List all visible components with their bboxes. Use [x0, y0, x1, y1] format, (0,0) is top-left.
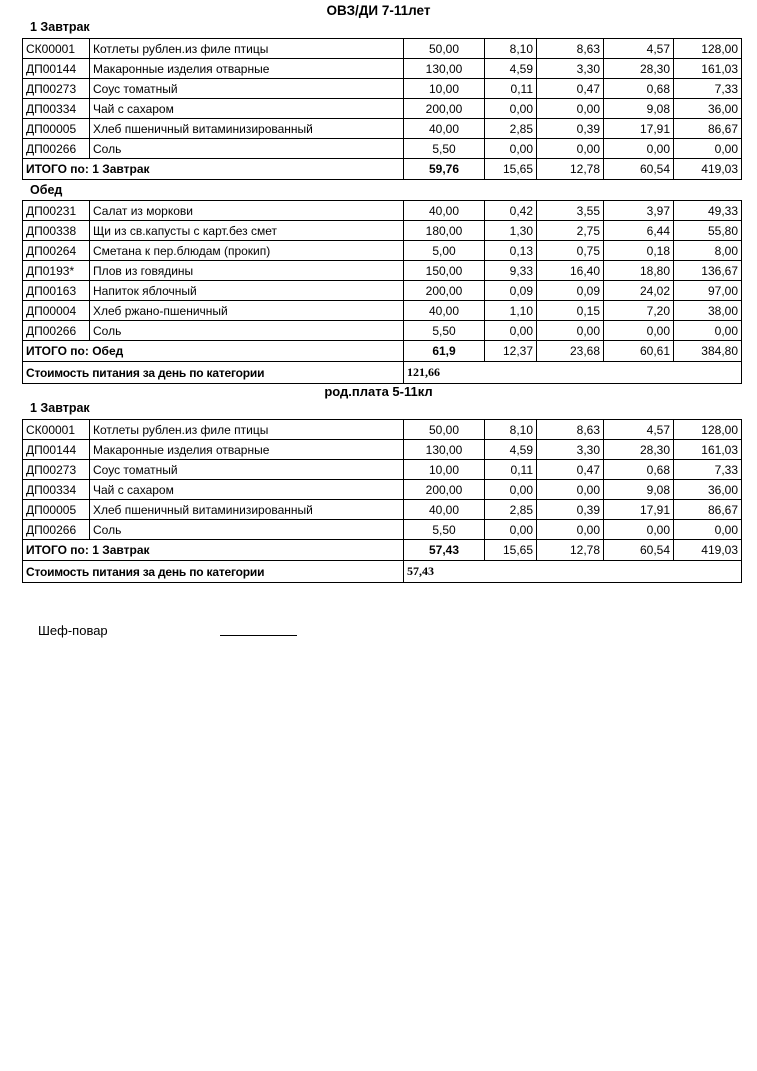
dish-code: ДП00334 — [23, 99, 90, 119]
dish-output: 130,00 — [404, 59, 485, 79]
day-total-row-category-2 — [23, 561, 742, 583]
dish-value-2: 0,00 — [537, 99, 604, 119]
dish-code: ДП00005 — [23, 119, 90, 139]
dish-name: Щи из св.капусты с карт.без смет — [90, 221, 404, 241]
signature-line — [220, 622, 297, 636]
dish-value-1: 4,59 — [485, 440, 537, 460]
dish-value-1: 0,00 — [485, 321, 537, 341]
total-row-lunch — [23, 341, 742, 362]
dish-output: 5,50 — [404, 321, 485, 341]
dish-value-3: 0,68 — [604, 79, 674, 99]
dish-name: Чай с сахаром — [90, 99, 404, 119]
dish-value-3: 24,02 — [604, 281, 674, 301]
dish-value-4: 97,00 — [674, 281, 742, 301]
total-value-1: 12,37 — [485, 341, 537, 362]
dish-value-2: 0,15 — [537, 301, 604, 321]
dish-value-2: 3,30 — [537, 59, 604, 79]
dish-output: 130,00 — [404, 440, 485, 460]
dish-value-2: 0,00 — [537, 520, 604, 540]
dish-value-1: 2,85 — [485, 500, 537, 520]
day-total-label: Стоимость питания за день по категории — [23, 561, 404, 583]
total-output: 59,76 — [404, 159, 485, 180]
dish-output: 50,00 — [404, 420, 485, 440]
dish-value-2: 0,47 — [537, 79, 604, 99]
dish-value-4: 49,33 — [674, 201, 742, 221]
dish-code: СК00001 — [23, 39, 90, 59]
dish-value-1: 1,30 — [485, 221, 537, 241]
dish-code: ДП00273 — [23, 460, 90, 480]
dish-code: ДП00338 — [23, 221, 90, 241]
menu-row — [23, 440, 742, 460]
day-total-value: 121,66 — [404, 362, 742, 384]
dish-value-4: 55,80 — [674, 221, 742, 241]
dish-output: 200,00 — [404, 281, 485, 301]
dish-value-3: 18,80 — [604, 261, 674, 281]
dish-value-4: 0,00 — [674, 520, 742, 540]
dish-name: Плов из говядины — [90, 261, 404, 281]
dish-value-3: 6,44 — [604, 221, 674, 241]
total-value-2: 12,78 — [537, 540, 604, 561]
dish-value-3: 0,00 — [604, 520, 674, 540]
dish-value-1: 0,11 — [485, 79, 537, 99]
dish-value-3: 28,30 — [604, 440, 674, 460]
dish-value-4: 36,00 — [674, 480, 742, 500]
dish-value-2: 3,55 — [537, 201, 604, 221]
dish-value-4: 161,03 — [674, 440, 742, 460]
dish-output: 10,00 — [404, 460, 485, 480]
dish-value-3: 7,20 — [604, 301, 674, 321]
dish-value-3: 0,18 — [604, 241, 674, 261]
total-label: ИТОГО по: 1 Завтрак — [23, 540, 404, 561]
menu-row — [23, 480, 742, 500]
dish-value-1: 0,00 — [485, 139, 537, 159]
breakfast-table-2 — [22, 419, 742, 583]
dish-value-3: 17,91 — [604, 500, 674, 520]
dish-value-2: 3,30 — [537, 440, 604, 460]
dish-output: 10,00 — [404, 79, 485, 99]
dish-value-3: 28,30 — [604, 59, 674, 79]
lunch-table — [22, 200, 742, 384]
menu-row — [23, 281, 742, 301]
menu-row — [23, 79, 742, 99]
dish-value-3: 3,97 — [604, 201, 674, 221]
dish-name: Котлеты рублен.из филе птицы — [90, 39, 404, 59]
dish-value-3: 4,57 — [604, 420, 674, 440]
total-value-3: 60,54 — [604, 159, 674, 180]
dish-name: Соль — [90, 139, 404, 159]
chef-signature-label: Шеф-повар — [38, 623, 108, 638]
dish-value-3: 0,00 — [604, 139, 674, 159]
dish-value-4: 38,00 — [674, 301, 742, 321]
dish-value-3: 4,57 — [604, 39, 674, 59]
total-value-3: 60,54 — [604, 540, 674, 561]
section-heading-lunch: Обед — [30, 183, 63, 197]
dish-code: ДП00266 — [23, 520, 90, 540]
dish-value-1: 9,33 — [485, 261, 537, 281]
dish-code: ДП00163 — [23, 281, 90, 301]
total-output: 57,43 — [404, 540, 485, 561]
dish-name: Соль — [90, 321, 404, 341]
section-heading-breakfast-2: 1 Завтрак — [30, 401, 90, 415]
dish-value-1: 2,85 — [485, 119, 537, 139]
dish-output: 5,50 — [404, 520, 485, 540]
dish-value-1: 0,00 — [485, 480, 537, 500]
dish-value-1: 0,11 — [485, 460, 537, 480]
dish-output: 5,00 — [404, 241, 485, 261]
dish-value-2: 0,47 — [537, 460, 604, 480]
dish-code: ДП00334 — [23, 480, 90, 500]
day-total-label: Стоимость питания за день по категории — [23, 362, 404, 384]
menu-row — [23, 321, 742, 341]
dish-value-2: 8,63 — [537, 420, 604, 440]
dish-name: Сметана к пер.блюдам (прокип) — [90, 241, 404, 261]
total-row-breakfast-1 — [23, 159, 742, 180]
dish-code: ДП00005 — [23, 500, 90, 520]
dish-code: ДП00231 — [23, 201, 90, 221]
dish-output: 200,00 — [404, 480, 485, 500]
dish-output: 40,00 — [404, 301, 485, 321]
breakfast-table-1 — [22, 38, 742, 180]
dish-value-4: 8,00 — [674, 241, 742, 261]
dish-value-3: 17,91 — [604, 119, 674, 139]
menu-row — [23, 520, 742, 540]
dish-value-4: 0,00 — [674, 321, 742, 341]
section-heading-breakfast-1: 1 Завтрак — [30, 20, 90, 34]
dish-value-4: 136,67 — [674, 261, 742, 281]
dish-value-1: 8,10 — [485, 39, 537, 59]
dish-value-2: 0,09 — [537, 281, 604, 301]
total-value-4: 384,80 — [674, 341, 742, 362]
menu-row — [23, 201, 742, 221]
dish-code: ДП00266 — [23, 321, 90, 341]
dish-value-4: 86,67 — [674, 500, 742, 520]
dish-value-1: 0,13 — [485, 241, 537, 261]
dish-value-2: 2,75 — [537, 221, 604, 241]
dish-name: Чай с сахаром — [90, 480, 404, 500]
dish-output: 50,00 — [404, 39, 485, 59]
menu-row — [23, 99, 742, 119]
dish-value-4: 0,00 — [674, 139, 742, 159]
dish-output: 150,00 — [404, 261, 485, 281]
dish-name: Хлеб пшеничный витаминизированный — [90, 119, 404, 139]
report-title: ОВЗ/ДИ 7-11лет — [326, 3, 431, 18]
dish-value-4: 7,33 — [674, 79, 742, 99]
dish-name: Соль — [90, 520, 404, 540]
dish-value-4: 86,67 — [674, 119, 742, 139]
dish-value-4: 128,00 — [674, 420, 742, 440]
menu-row — [23, 59, 742, 79]
dish-output: 200,00 — [404, 99, 485, 119]
dish-name: Салат из моркови — [90, 201, 404, 221]
dish-value-1: 0,42 — [485, 201, 537, 221]
dish-code: ДП00264 — [23, 241, 90, 261]
dish-value-1: 0,00 — [485, 520, 537, 540]
dish-value-2: 8,63 — [537, 39, 604, 59]
total-value-4: 419,03 — [674, 159, 742, 180]
dish-value-1: 1,10 — [485, 301, 537, 321]
menu-row — [23, 460, 742, 480]
dish-name: Хлеб ржано-пшеничный — [90, 301, 404, 321]
dish-name: Макаронные изделия отварные — [90, 440, 404, 460]
menu-row — [23, 301, 742, 321]
dish-name: Напиток яблочный — [90, 281, 404, 301]
dish-name: Макаронные изделия отварные — [90, 59, 404, 79]
total-label: ИТОГО по: 1 Завтрак — [23, 159, 404, 180]
dish-name: Хлеб пшеничный витаминизированный — [90, 500, 404, 520]
dish-value-2: 0,00 — [537, 321, 604, 341]
dish-value-4: 7,33 — [674, 460, 742, 480]
menu-row — [23, 119, 742, 139]
dish-output: 40,00 — [404, 201, 485, 221]
menu-row — [23, 420, 742, 440]
dish-value-3: 0,00 — [604, 321, 674, 341]
dish-code: СК00001 — [23, 420, 90, 440]
dish-name: Соус томатный — [90, 460, 404, 480]
dish-name: Соус томатный — [90, 79, 404, 99]
day-total-row-category-1 — [23, 362, 742, 384]
dish-output: 40,00 — [404, 500, 485, 520]
dish-value-2: 0,75 — [537, 241, 604, 261]
dish-value-4: 36,00 — [674, 99, 742, 119]
dish-code: ДП00004 — [23, 301, 90, 321]
total-value-1: 15,65 — [485, 159, 537, 180]
total-value-4: 419,03 — [674, 540, 742, 561]
total-value-3: 60,61 — [604, 341, 674, 362]
dish-value-2: 0,00 — [537, 480, 604, 500]
dish-name: Котлеты рублен.из филе птицы — [90, 420, 404, 440]
total-label: ИТОГО по: Обед — [23, 341, 404, 362]
dish-code: ДП00144 — [23, 59, 90, 79]
dish-value-4: 128,00 — [674, 39, 742, 59]
dish-value-1: 8,10 — [485, 420, 537, 440]
dish-value-2: 0,39 — [537, 119, 604, 139]
day-total-value: 57,43 — [404, 561, 742, 583]
dish-value-2: 16,40 — [537, 261, 604, 281]
dish-value-1: 4,59 — [485, 59, 537, 79]
dish-value-3: 9,08 — [604, 99, 674, 119]
dish-output: 40,00 — [404, 119, 485, 139]
menu-row — [23, 261, 742, 281]
dish-code: ДП00266 — [23, 139, 90, 159]
dish-code: ДП00273 — [23, 79, 90, 99]
menu-row — [23, 221, 742, 241]
category-title-parent-pay: род.плата 5-11кл — [324, 384, 433, 399]
dish-value-2: 0,00 — [537, 139, 604, 159]
dish-output: 180,00 — [404, 221, 485, 241]
menu-row — [23, 39, 742, 59]
dish-output: 5,50 — [404, 139, 485, 159]
total-output: 61,9 — [404, 341, 485, 362]
dish-value-4: 161,03 — [674, 59, 742, 79]
dish-code: ДП00144 — [23, 440, 90, 460]
dish-value-3: 9,08 — [604, 480, 674, 500]
total-value-2: 12,78 — [537, 159, 604, 180]
dish-code: ДП0193* — [23, 261, 90, 281]
dish-value-1: 0,00 — [485, 99, 537, 119]
menu-row — [23, 241, 742, 261]
total-value-2: 23,68 — [537, 341, 604, 362]
menu-row — [23, 500, 742, 520]
dish-value-2: 0,39 — [537, 500, 604, 520]
dish-value-3: 0,68 — [604, 460, 674, 480]
menu-row — [23, 139, 742, 159]
total-row-breakfast-2 — [23, 540, 742, 561]
dish-value-1: 0,09 — [485, 281, 537, 301]
total-value-1: 15,65 — [485, 540, 537, 561]
